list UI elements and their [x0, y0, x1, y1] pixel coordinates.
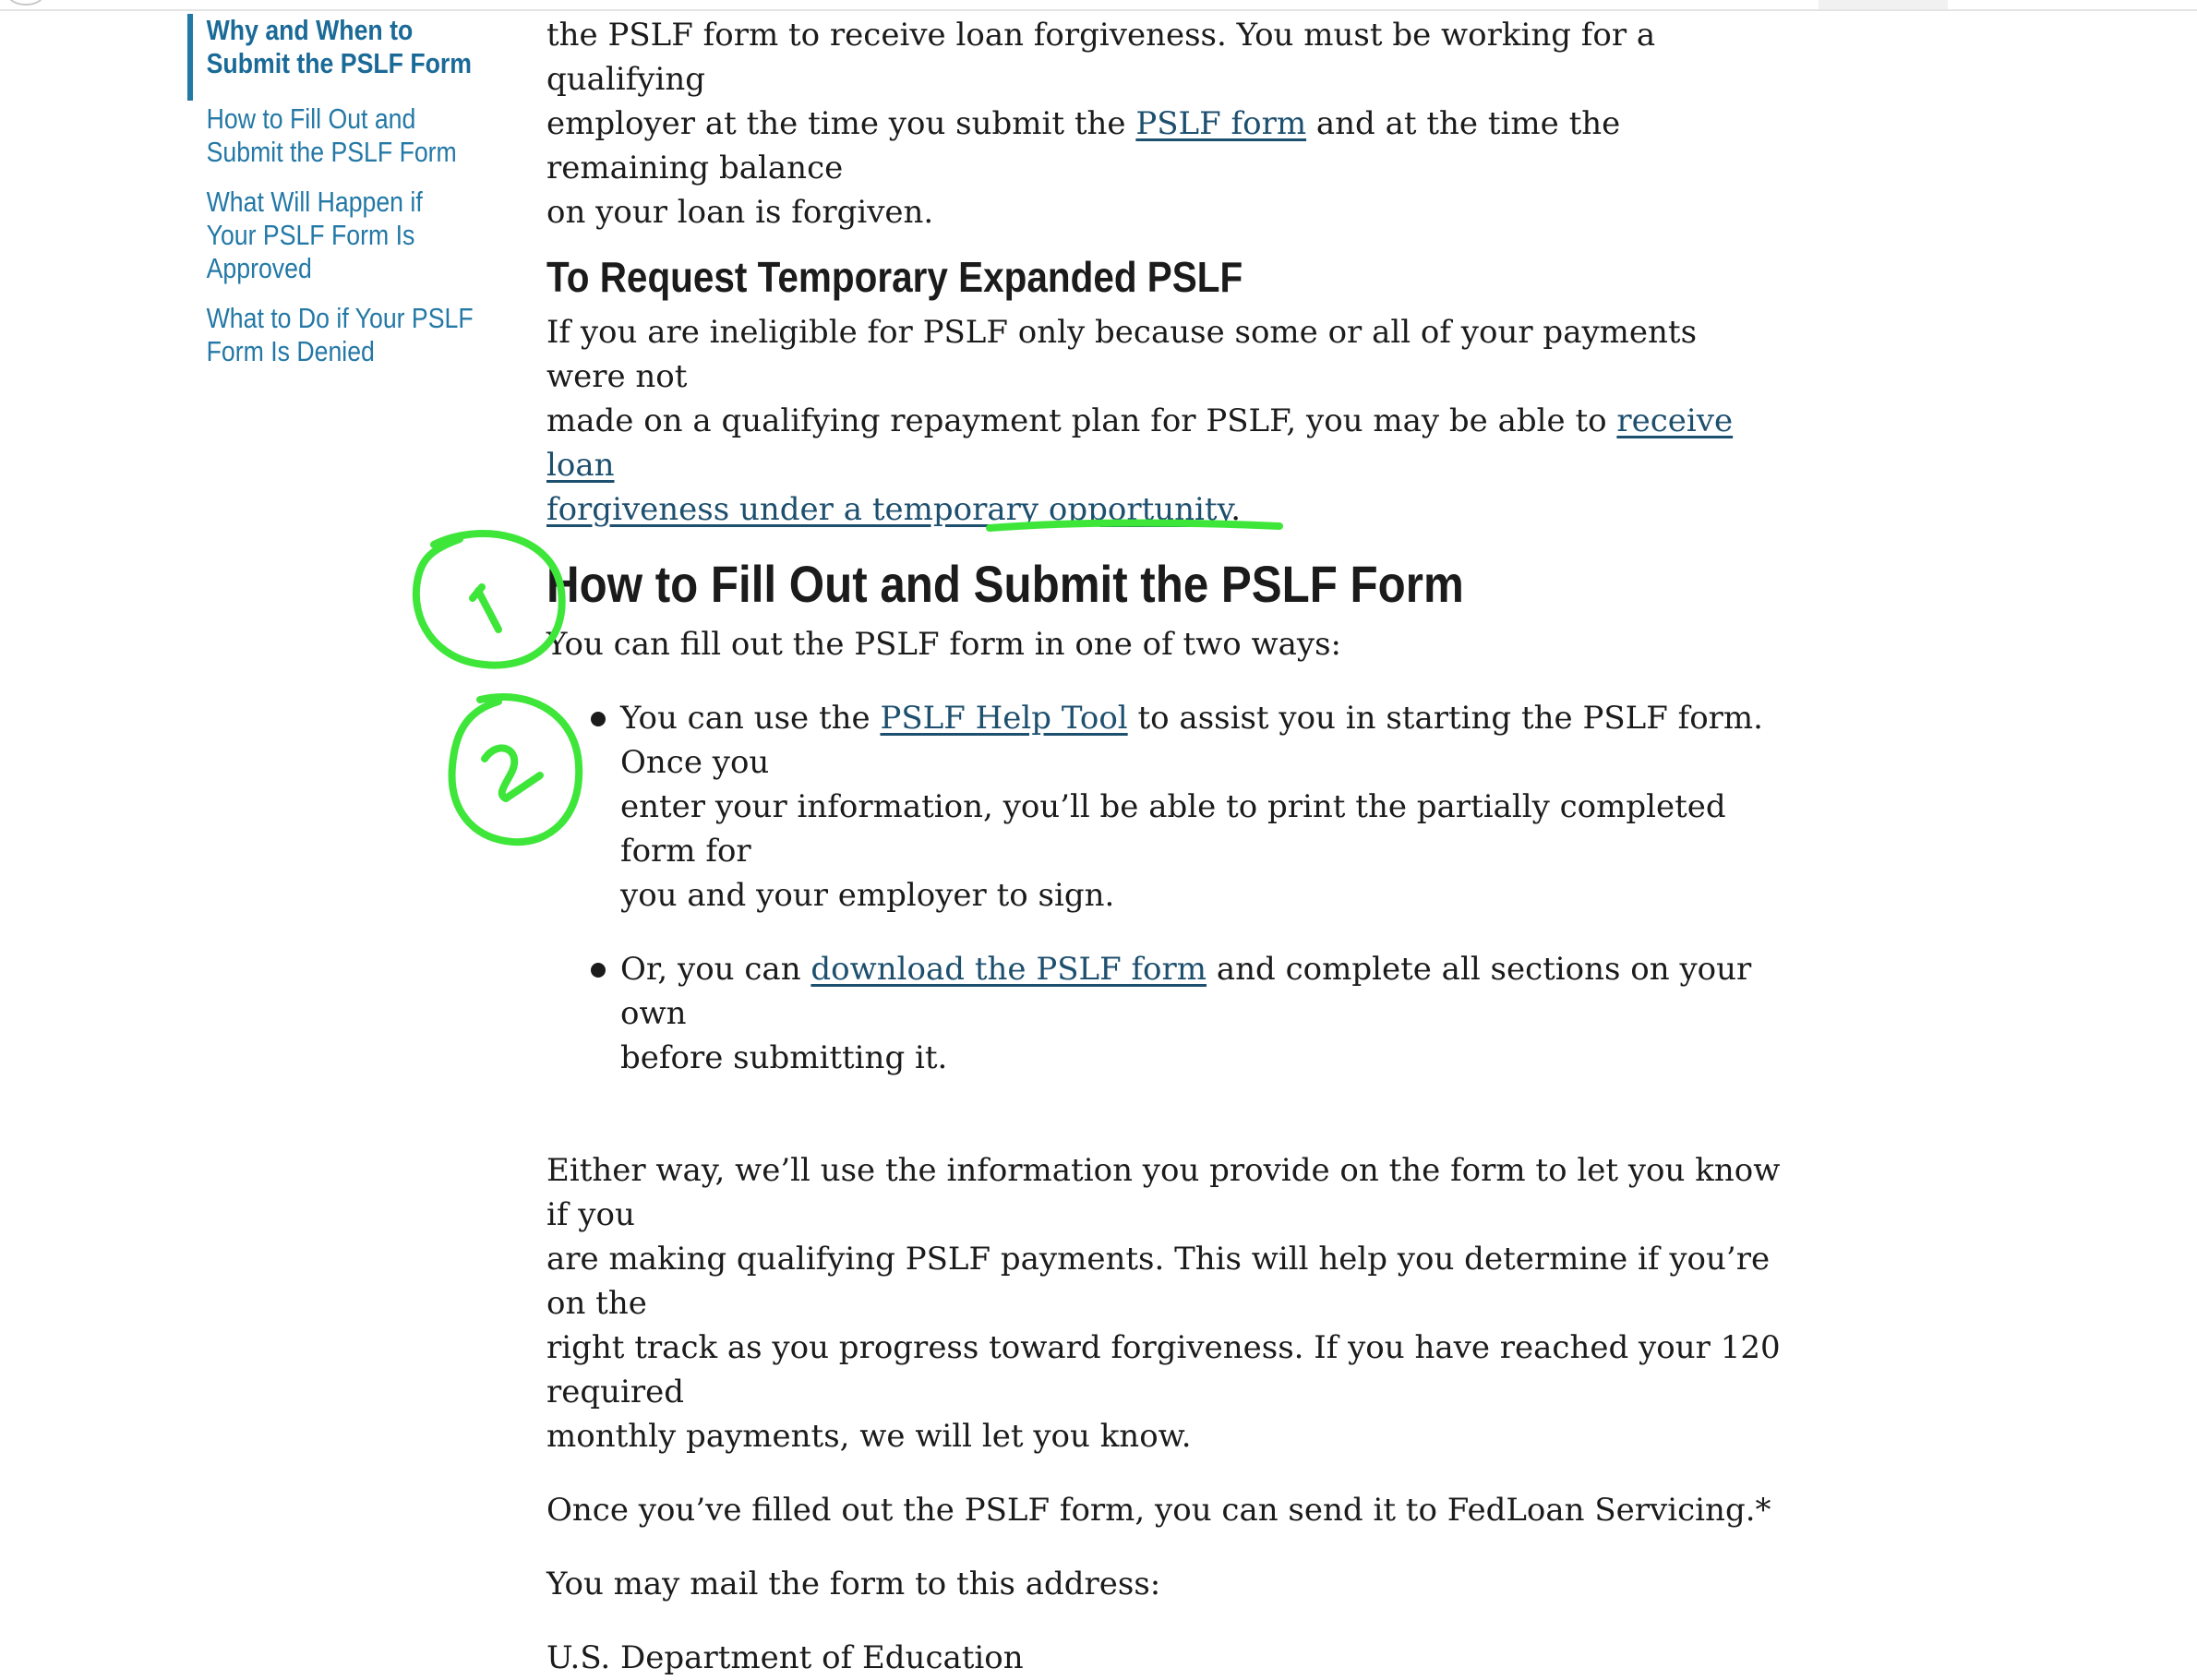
intro-line: on your loan is forgiven. [546, 194, 934, 231]
fill-out-heading: How to Fill Out and Submit the PSLF Form [546, 555, 1464, 613]
sidebar-item-label: Your PSLF Form Is [206, 219, 415, 251]
sidebar-nav [187, 14, 501, 368]
sidebar-item-approved[interactable] [187, 186, 489, 285]
browser-control-arc [7, 0, 44, 6]
bullet-icon [591, 712, 606, 726]
bullet-icon [591, 963, 606, 978]
way-text: You can use the [620, 700, 881, 737]
list-item [546, 947, 1783, 1080]
temp-expanded-heading: To Request Temporary Expanded PSLF [546, 253, 1243, 301]
intro-paragraph [546, 13, 1783, 234]
either-line: are making qualifying PSLF payments. This will help you determine if you’re on the [546, 1241, 1771, 1322]
either-way-paragraph [546, 1148, 1783, 1458]
sidebar-item-how-to-fill[interactable] [187, 102, 489, 169]
scroll-track[interactable] [1819, 0, 1948, 9]
intro-line: employer at the time you submit the [546, 105, 1136, 142]
ways-list [546, 696, 1783, 1080]
either-line: right track as you progress toward forgiveness. If you have reached your 120 required [546, 1329, 1781, 1410]
way-text: Or, you can [620, 951, 811, 988]
sidebar-item-label: What Will Happen if [206, 186, 423, 218]
annotation-circle-1 [416, 534, 562, 666]
annotation-numeral-2 [485, 748, 540, 798]
sidebar-item-why-and-when[interactable] [187, 14, 489, 101]
download-pslf-form-link[interactable]: download the PSLF form [810, 951, 1207, 988]
sidebar-item-label: Why and When to [206, 14, 414, 46]
mail-paragraph: You may mail the form to this address: [546, 1566, 1161, 1602]
pslf-form-link[interactable]: PSLF form [1135, 105, 1307, 142]
sidebar-item-label: What to Do if Your PSLF [206, 302, 474, 334]
sidebar-item-label: Approved [206, 252, 312, 284]
way-text: you and your employer to sign. [620, 877, 1115, 914]
send-paragraph: Once you’ve filled out the PSLF form, you can send it to FedLoan Servicing.* [546, 1492, 1771, 1529]
way-text: to assist you in starting the PSLF form. Once you [620, 700, 1763, 781]
way-text: enter your information, you’ll be able to print the partially completed form for [620, 788, 1726, 870]
either-line: monthly payments, we will let you know. [546, 1418, 1192, 1455]
either-line: Either way, we’ll use the information you provide on the form to let you know if you [546, 1152, 1781, 1233]
intro-line: the PSLF form to receive loan forgiveness. You must be working for a qualifying [546, 17, 1656, 98]
link-text: forgiveness under a temporary opportunity [546, 491, 1231, 528]
way-text: before submitting it. [620, 1039, 948, 1076]
temp-line: If you are ineligible for PSLF only because some or all of your payments were not [546, 314, 1698, 395]
pslf-help-tool-link[interactable]: PSLF Help Tool [880, 700, 1128, 737]
sidebar-item-label: Submit the PSLF Form [206, 136, 457, 168]
temp-expanded-paragraph [546, 310, 1783, 532]
fill-out-intro: You can fill out the PSLF form in one of two ways: [546, 626, 1342, 663]
way-text: and complete all sections on your own [620, 951, 1752, 1032]
temp-line: . [1231, 491, 1242, 528]
sidebar-item-label: How to Fill Out and [206, 102, 416, 135]
annotation-numeral-1 [473, 587, 498, 630]
link-text: receive loan [546, 402, 1734, 484]
intro-line: and at the time the remaining balance [546, 105, 1621, 186]
sidebar-item-denied[interactable] [187, 302, 489, 368]
sidebar-item-label: Submit the PSLF Form [206, 47, 472, 79]
temp-line: made on a qualifying repayment plan for PSLF, you may be able to [546, 402, 1617, 439]
sidebar-item-label: Form Is Denied [206, 335, 375, 367]
browser-top-edge [0, 0, 2197, 11]
address-line: U.S. Department of Education [546, 1639, 1024, 1676]
main-content [546, 13, 1783, 1680]
list-item [546, 696, 1783, 918]
